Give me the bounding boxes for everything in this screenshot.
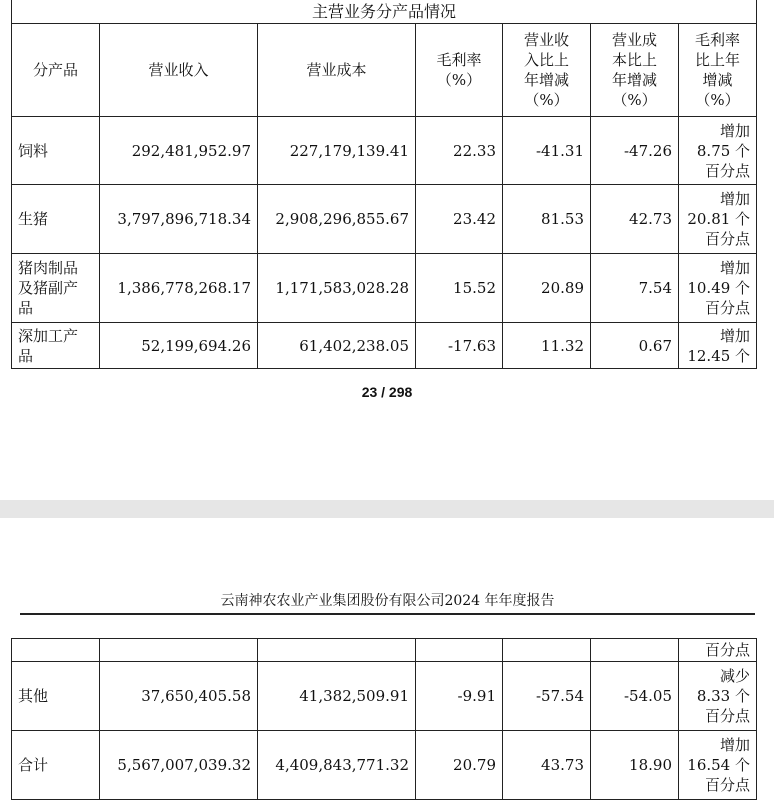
cell-revenue: 37,650,405.58 xyxy=(100,662,258,731)
cell-cost-change: 18.90 xyxy=(591,731,679,800)
cell-revenue: 3,797,896,718.34 xyxy=(100,185,258,254)
report-page-24 xyxy=(0,518,774,804)
cell-cost-change: 42.73 xyxy=(591,185,679,254)
table-row-feed xyxy=(12,117,757,185)
cell-revenue-change: -41.31 xyxy=(503,117,591,185)
cell-product: 深加工产 品 xyxy=(12,323,100,369)
header-cost-change: 营业成 本比上 年增减 （%） xyxy=(591,24,679,117)
cell-cost-change: 0.67 xyxy=(591,323,679,369)
cell-revenue-change: 43.73 xyxy=(503,731,591,800)
header-revenue: 营业收入 xyxy=(100,24,258,117)
page-gap xyxy=(0,500,774,518)
main-business-by-product-table xyxy=(11,0,757,369)
cell-revenue: 52,199,694.26 xyxy=(100,323,258,369)
cell-cost: 41,382,509.91 xyxy=(258,662,416,731)
cell-margin-change: 增加 16.54 个 百分点 xyxy=(679,731,757,800)
table-row-total xyxy=(12,731,757,800)
cell-revenue: 1,386,778,268.17 xyxy=(100,254,258,323)
header-gross-margin: 毛利率 （%） xyxy=(416,24,503,117)
header-margin-change: 毛利率 比上年 增减（%） xyxy=(679,24,757,117)
header-cost: 营业成本 xyxy=(258,24,416,117)
cell-revenue-change: 81.53 xyxy=(503,185,591,254)
cell-revenue: 5,567,007,039.32 xyxy=(100,731,258,800)
cell-revenue: 292,481,952.97 xyxy=(100,117,258,185)
cell-cost: 1,171,583,028.28 xyxy=(258,254,416,323)
main-business-by-product-table-continued xyxy=(11,638,757,800)
cell-cost-change: 7.54 xyxy=(591,254,679,323)
cell-margin-change: 增加 20.81 个 百分点 xyxy=(679,185,757,254)
cell-revenue-change: 20.89 xyxy=(503,254,591,323)
cell-cost-change: -54.05 xyxy=(591,662,679,731)
header-revenue-change: 营业收 入比上 年增减 （%） xyxy=(503,24,591,117)
cell-revenue-change: 11.32 xyxy=(503,323,591,369)
cell-margin: 22.33 xyxy=(416,117,503,185)
carry-over-row xyxy=(12,639,757,662)
cell-revenue-change: -57.54 xyxy=(503,662,591,731)
cell-product: 其他 xyxy=(12,662,100,731)
table-row-pork-products xyxy=(12,254,757,323)
cell-cost: 61,402,238.05 xyxy=(258,323,416,369)
cell-margin-change: 百分点 xyxy=(679,639,757,662)
cell-product: 饲料 xyxy=(12,117,100,185)
cell-margin: -17.63 xyxy=(416,323,503,369)
cell-product: 合计 xyxy=(12,731,100,800)
header-product: 分产品 xyxy=(12,24,100,117)
cell-product: 生猪 xyxy=(12,185,100,254)
cell-cost-change: -47.26 xyxy=(591,117,679,185)
cell-product: 猪肉制品 及猪副产 品 xyxy=(12,254,100,323)
table-row-live-hogs xyxy=(12,185,757,254)
page-number: 23 / 298 xyxy=(361,384,413,400)
cell-margin-change: 增加 12.45 个 xyxy=(679,323,757,369)
cell-margin: 23.42 xyxy=(416,185,503,254)
cell-margin-change: 增加 10.49 个 百分点 xyxy=(679,254,757,323)
table-row-other xyxy=(12,662,757,731)
cell-cost: 4,409,843,771.32 xyxy=(258,731,416,800)
cell-cost: 227,179,139.41 xyxy=(258,117,416,185)
table-caption: 主营业务分产品情况 xyxy=(12,0,757,24)
document-header: 云南神农农业产业集团股份有限公司2024 年年度报告 xyxy=(20,590,755,615)
cell-margin: 20.79 xyxy=(416,731,503,800)
cell-margin: -9.91 xyxy=(416,662,503,731)
cell-margin-change: 增加 8.75 个 百分点 xyxy=(679,117,757,185)
header-row xyxy=(12,24,757,117)
cell-cost: 2,908,296,855.67 xyxy=(258,185,416,254)
cell-margin-change: 减少 8.33 个 百分点 xyxy=(679,662,757,731)
table-row-deep-processing xyxy=(12,323,757,369)
cell-margin: 15.52 xyxy=(416,254,503,323)
